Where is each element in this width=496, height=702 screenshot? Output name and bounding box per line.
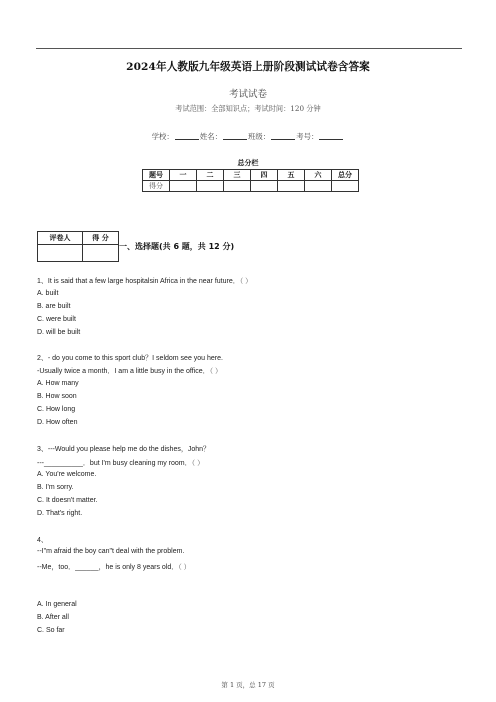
page-subtitle: 考试试卷 (228, 89, 267, 100)
answer-paren: （ ） (178, 564, 191, 571)
grader-score-cell[interactable] (83, 245, 119, 262)
grader-score-label: 得 分 (83, 232, 119, 245)
question-3-stem: 3、---Would you please help me do the dishes，John？ (37, 446, 211, 453)
question-1-stem: 1、It is said that a few large hospitalsin Africa in the near future．（ ） (37, 278, 253, 285)
question-1-option-b[interactable]: B. are built (37, 303, 71, 310)
score-cell[interactable] (251, 181, 278, 192)
answer-paren: （ ） (191, 460, 205, 467)
number-label: 考号： (296, 132, 319, 141)
header-rule (36, 48, 462, 49)
score-header-cell: 三 (224, 170, 251, 181)
class-label: 班级： (248, 132, 271, 141)
question-4-option-a[interactable]: A. In general (37, 601, 77, 608)
answer-paren: （ ） (239, 278, 253, 285)
score-header-cell: 一 (170, 170, 197, 181)
score-table-header-row (143, 170, 359, 181)
name-field[interactable] (223, 131, 247, 140)
question-4-line3: --Me，too．______，he is only 8 years old．（ ） (37, 564, 191, 571)
score-cell[interactable] (278, 181, 305, 192)
question-2-option-a[interactable]: A. How many (37, 380, 79, 387)
score-cell[interactable] (197, 181, 224, 192)
page-footer: 第 1 页，总 17 页 (221, 681, 275, 689)
question-2-line2: -Usually twice a month．I am a little busy in the office．（ ） (37, 368, 223, 375)
grader-table (37, 231, 119, 262)
question-2-option-d[interactable]: D. How often (37, 419, 78, 426)
question-1-option-c[interactable]: C. were built (37, 316, 76, 323)
question-1-option-d[interactable]: D. will be built (37, 329, 81, 336)
question-2-option-c[interactable]: C. How long (37, 406, 76, 413)
score-header-cell: 五 (278, 170, 305, 181)
score-table (142, 169, 359, 192)
name-label: 姓名： (199, 132, 222, 141)
question-4-stem: 4、 (37, 537, 48, 544)
score-cell[interactable] (224, 181, 251, 192)
number-field[interactable] (319, 131, 343, 140)
score-header-cell: 四 (251, 170, 278, 181)
score-header-cell: 六 (305, 170, 332, 181)
question-4-option-b[interactable]: B. After all (37, 614, 69, 621)
score-cell[interactable] (170, 181, 197, 192)
question-3-option-c[interactable]: C. It doesn't matter. (37, 497, 98, 504)
question-4-option-c[interactable]: C. So far (37, 627, 65, 634)
question-3-option-b[interactable]: B. I'm sorry. (37, 484, 74, 491)
class-field[interactable] (271, 131, 295, 140)
score-header-cell: 二 (197, 170, 224, 181)
question-3-option-d[interactable]: D. That's right. (37, 510, 83, 517)
question-2-option-b[interactable]: B. How soon (37, 393, 77, 400)
exam-scope: 考试范围：全部知识点；考试时间：120 分钟 (175, 104, 321, 113)
school-label: 学校： (151, 132, 174, 141)
score-cell[interactable] (332, 181, 359, 192)
question-3-option-a[interactable]: A. You're welcome. (37, 471, 97, 478)
section-title: 一、选择题(共 6 题，共 12 分) (119, 242, 235, 251)
question-3-line2: ---__________．but I'm busy cleaning my room．（ ） (37, 460, 205, 467)
student-info-line (0, 131, 496, 142)
question-4-line2: --I"m afraid the boy can"t deal with the problem. (37, 548, 185, 555)
question-1-option-a[interactable]: A. built (37, 290, 59, 297)
score-header-cell: 总分 (332, 170, 359, 181)
grader-name-cell[interactable] (38, 245, 83, 262)
grader-label: 评卷人 (38, 232, 83, 245)
score-cell[interactable] (305, 181, 332, 192)
question-2-stem: 2、- do you come to this sport club？I seldom see you here. (37, 355, 223, 362)
score-row-label: 得分 (143, 181, 170, 192)
score-table-caption: 总分栏 (237, 159, 259, 167)
score-table-score-row (143, 181, 359, 192)
school-field[interactable] (175, 131, 199, 140)
answer-paren: （ ） (209, 368, 223, 375)
page-title: 2024年人教版九年级英语上册阶段测试试卷含答案 (126, 61, 370, 73)
score-header-cell: 题号 (143, 170, 170, 181)
